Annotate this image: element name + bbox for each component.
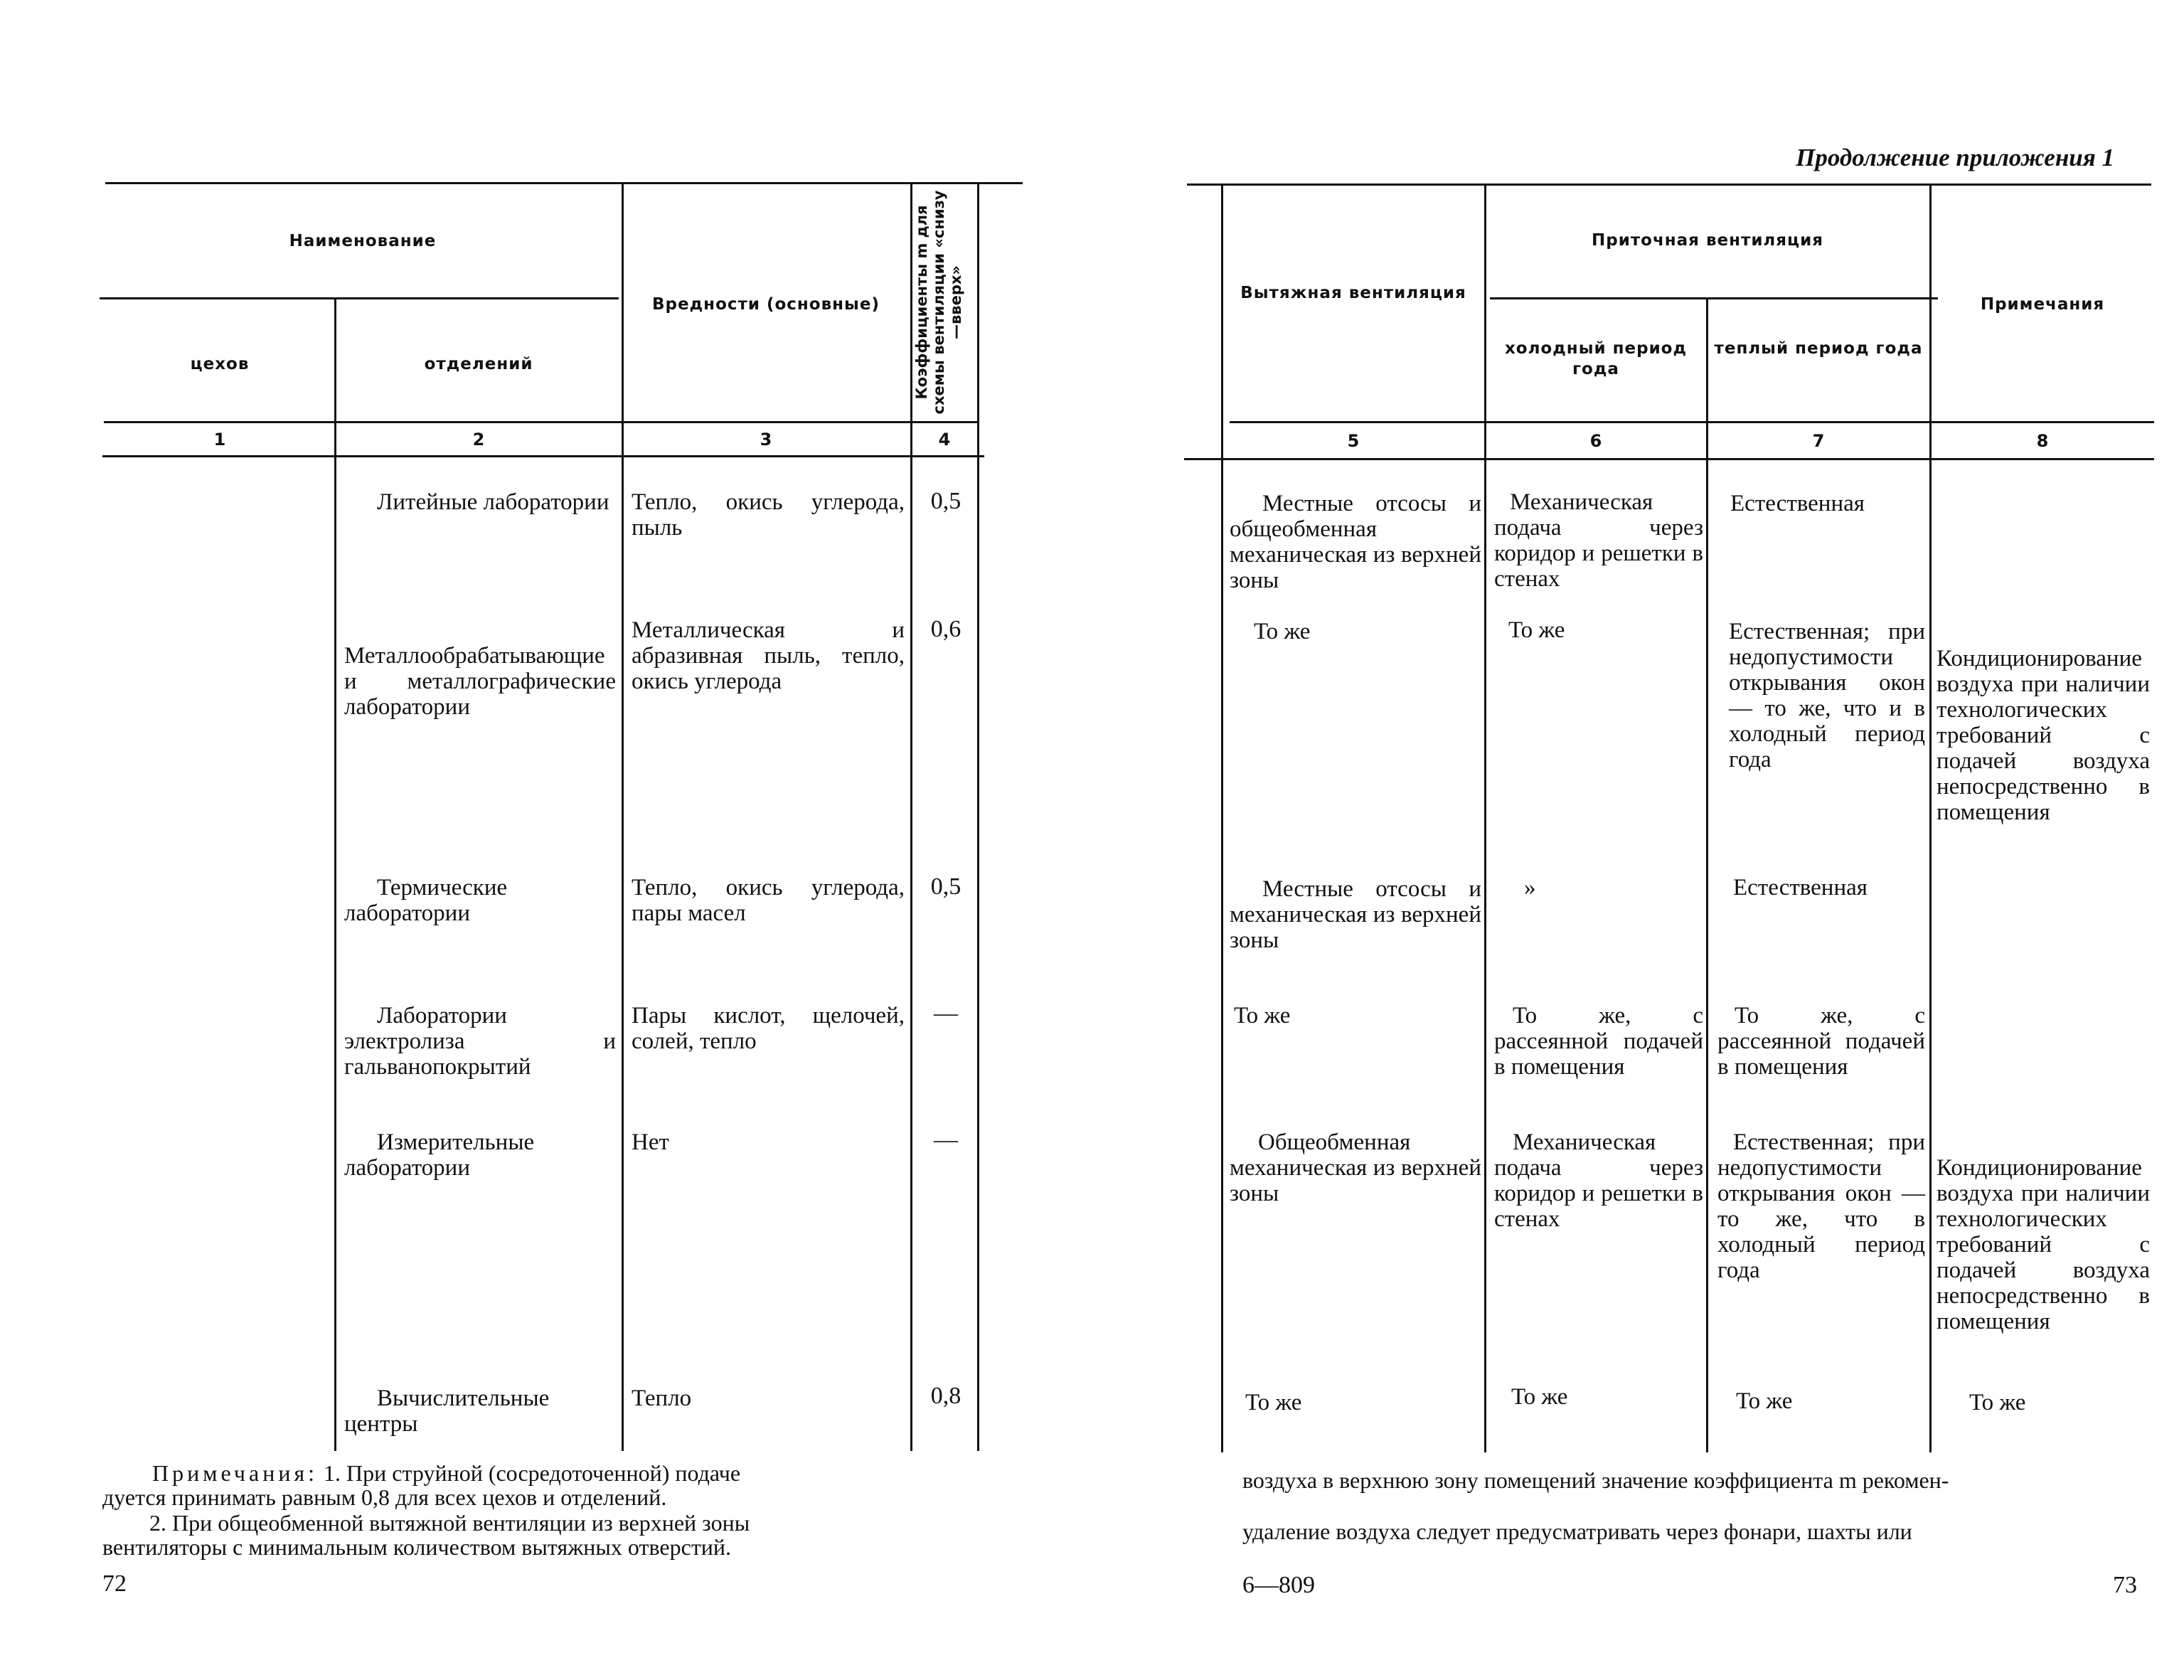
header-name: Наименование xyxy=(289,232,437,250)
cell-warm: Естественная xyxy=(1730,491,1865,516)
cell-coef: 0,8 xyxy=(930,1383,962,1409)
colnum-6: 6 xyxy=(1589,431,1602,451)
rule-colnum-bottom xyxy=(102,455,984,457)
rule-top xyxy=(105,182,1023,184)
cell-warm: Естественная; при недопустимости открывания окон — то же, что и в холодный период года xyxy=(1729,619,1925,772)
rule-v-col7 xyxy=(1929,185,1932,1452)
header-workshops: цехов xyxy=(190,355,250,373)
cell-dept: Лаборатории электролиза и гальванопокрытий xyxy=(344,1003,616,1080)
notes-line-1: Примечания: 1. При струйной (сосредоточенной) подаче xyxy=(152,1460,741,1486)
cell-hazards: Тепло, окись углерода, пары масел xyxy=(632,875,905,926)
colnum-3: 3 xyxy=(760,430,772,450)
cell-remarks: Кондиционирование воздуха при наличии технологических требований с подачей воздуха непосредственно в помещения xyxy=(1937,1155,2150,1334)
cell-cold: То же xyxy=(1511,1384,1568,1410)
cell-remarks: То же xyxy=(1969,1390,2026,1415)
cell-cold: То же xyxy=(1508,617,1565,643)
cell-cold: Механическая подача через коридор и решетки в стенах xyxy=(1494,1129,1703,1232)
printer-signature: 6—809 xyxy=(1242,1572,1315,1598)
page-number: 73 xyxy=(2113,1572,2137,1598)
notes-title: Примечания: xyxy=(152,1460,319,1486)
header-warm-period: теплый период года xyxy=(1714,339,1923,358)
header-exhaust: Вытяжная вентиляция xyxy=(1240,284,1466,302)
cell-cold: Механическая подача через коридор и решетки в стенах xyxy=(1494,489,1703,592)
cell-cold: » xyxy=(1524,875,1536,900)
cell-hazards: Тепло, окись углерода, пыль xyxy=(632,489,905,541)
rule-v-col2 xyxy=(622,184,624,1451)
rule-v-col3 xyxy=(910,184,912,1451)
right-page xyxy=(1092,0,2184,1680)
header-coefficient: Коэффициенты m для схемы вентиляции «снизу—вверх» xyxy=(913,190,964,415)
rule-v-col6 xyxy=(1706,299,1708,1452)
cell-remarks: Кондиционирование воздуха при наличии технологических требований с подачей воздуха непосредственно в помещения xyxy=(1937,646,2150,825)
rule-v-col4 xyxy=(977,184,979,1451)
cell-coef: — xyxy=(934,1000,958,1026)
cell-hazards: Пары кислот, щелочей, солей, тепло xyxy=(632,1003,905,1054)
header-remarks: Примечания xyxy=(1980,295,2105,314)
cell-dept: Литейные лаборатории xyxy=(377,489,609,515)
colnum-8: 8 xyxy=(2036,431,2049,451)
cell-dept: Металлообрабатывающие и металлографические лаборатории xyxy=(344,643,616,720)
rule-v-col1 xyxy=(334,299,336,1451)
cell-hazards: Тепло xyxy=(632,1386,692,1411)
cell-warm: То же, с рассеянной подачей в помещения xyxy=(1717,1003,1925,1080)
rule-name-split xyxy=(100,297,619,299)
cell-warm: Естественная; при недопустимости открывания окон — то же, что в холодный период года xyxy=(1717,1129,1925,1283)
header-supply: Приточная вентиляция xyxy=(1592,231,1823,250)
page-number: 72 xyxy=(102,1570,127,1597)
colnum-7: 7 xyxy=(1812,431,1825,451)
cell-coef: 0,5 xyxy=(930,488,962,514)
cell-exhaust: То же xyxy=(1254,619,1311,644)
page-subtitle: Продолжение приложения 1 xyxy=(1796,144,2114,171)
rule-v-col5 xyxy=(1484,185,1486,1452)
notes-line-2: дуется принимать равным 0,8 для всех цехов и отделений. xyxy=(102,1484,667,1510)
cell-exhaust: То же xyxy=(1234,1003,1291,1028)
cell-coef: — xyxy=(934,1127,958,1153)
header-hazards: Вредности (основные) xyxy=(652,295,880,314)
cell-exhaust: Местные отсосы и общеобменная механическая из верхней зоны xyxy=(1230,491,1481,593)
colnum-2: 2 xyxy=(472,430,485,450)
cell-coef: 0,6 xyxy=(930,616,962,642)
cell-warm: То же xyxy=(1736,1388,1793,1414)
notes-line-4: вентиляторы с минимальным количеством вытяжных отверстий. xyxy=(102,1534,732,1560)
cell-exhaust: Общеобменная механическая из верхней зоны xyxy=(1230,1129,1481,1206)
colnum-1: 1 xyxy=(213,430,226,450)
rule-top xyxy=(1187,184,2151,186)
cell-exhaust: То же xyxy=(1245,1390,1302,1415)
notes-line-1-cont: воздуха в верхнюю зону помещений значение коэффициента m рекомен- xyxy=(1242,1467,1949,1493)
notes-line-2-cont: удаление воздуха следует предусматривать через фонари, шахты или xyxy=(1242,1519,1912,1544)
header-departments: отделений xyxy=(424,355,533,373)
rule-v-left xyxy=(1221,185,1223,1452)
colnum-4: 4 xyxy=(938,430,951,450)
cell-cold: То же, с рассеянной подачей в помещения xyxy=(1494,1003,1703,1080)
cell-hazards: Металлическая и абразивная пыль, тепло, окись углерода xyxy=(632,617,905,694)
header-cold-period: холодный период года xyxy=(1504,339,1688,378)
cell-warm: Естественная xyxy=(1733,875,1868,900)
cell-dept: Измерительные лаборатории xyxy=(344,1129,535,1181)
cell-hazards: Нет xyxy=(632,1129,669,1155)
rule-header-bottom xyxy=(1230,421,2154,423)
rule-supply-split xyxy=(1490,297,1938,299)
cell-exhaust: Местные отсосы и механическая из верхней зоны xyxy=(1230,876,1481,953)
notes-line-3: 2. При общеобменной вытяжной вентиляции из верхней зоны xyxy=(149,1510,750,1536)
cell-dept: Вычислительные центры xyxy=(344,1386,550,1437)
cell-dept: Термические лаборатории xyxy=(344,875,508,926)
colnum-5: 5 xyxy=(1347,431,1360,451)
rule-header-bottom xyxy=(104,421,979,423)
cell-coef: 0,5 xyxy=(930,873,962,900)
rule-colnum-bottom xyxy=(1184,458,2154,460)
